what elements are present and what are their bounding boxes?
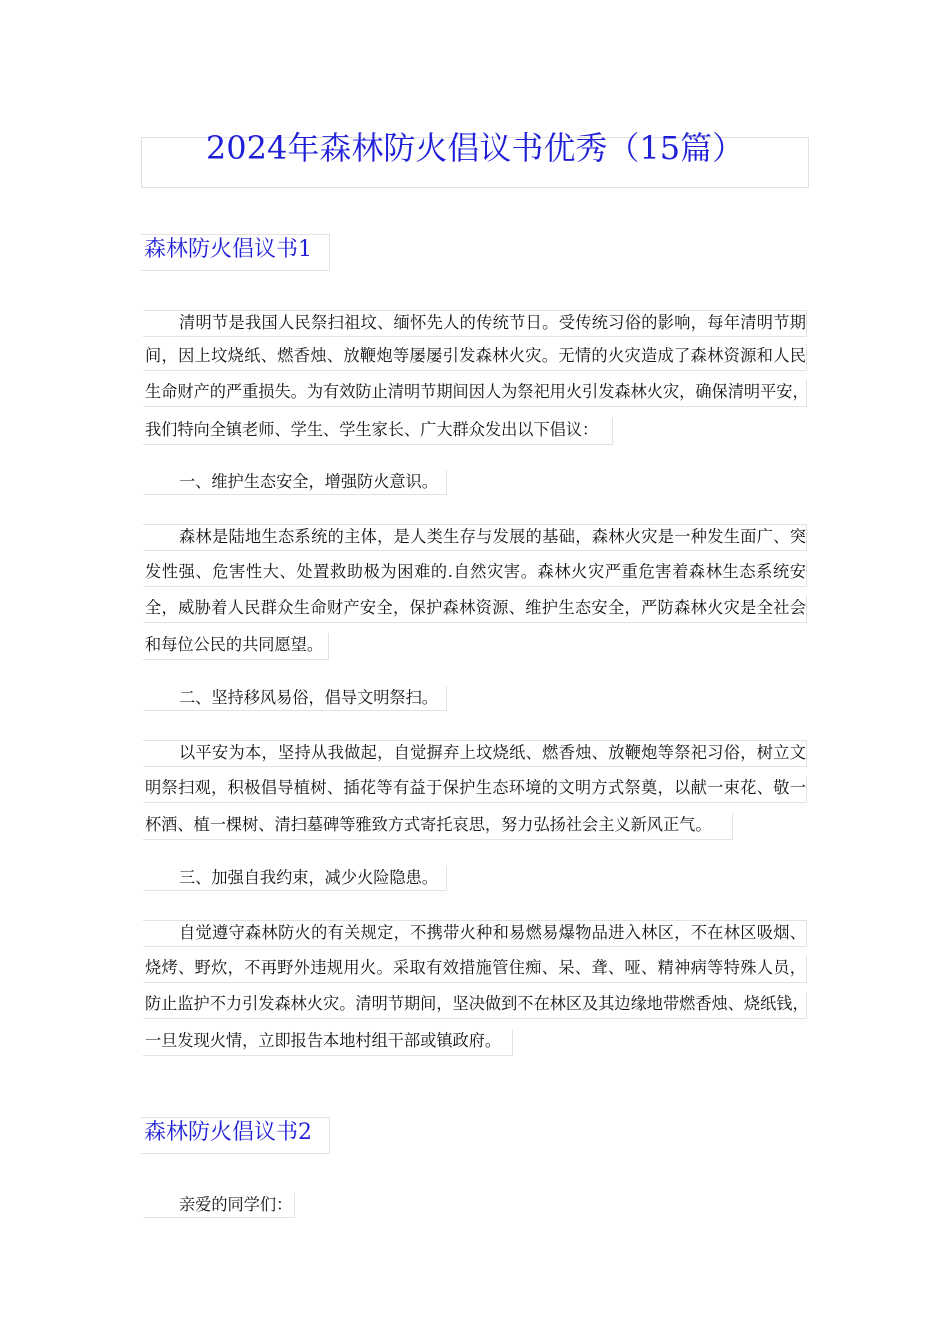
document-title — [141, 129, 809, 188]
subheading-2: 二、坚持移风易俗，倡导文明祭扫。 — [143, 686, 447, 711]
paragraph-line: 自觉遵守森林防火的有关规定，不携带火种和易燃易爆物品进入林区，不在林区吸烟、 — [143, 920, 807, 947]
subheading-1: 一、维护生态安全，增强防火意识。 — [143, 470, 447, 495]
section-heading-2: 森林防火倡议书2 — [141, 1117, 330, 1154]
subheading-3: 三、加强自我约束，减少火险隐患。 — [143, 866, 447, 891]
paragraph-line: 一旦发现火情，立即报告本地村组干部或镇政府。 — [143, 1029, 513, 1056]
paragraph-line: 森林是陆地生态系统的主体，是人类生存与发展的基础，森林火灾是一种发生面广、突 — [143, 524, 807, 551]
paragraph-line: 和每位公民的共同愿望。 — [143, 633, 329, 660]
paragraph-line: 防止监护不力引发森林火灾。清明节期间，坚决做到不在林区及其边缘地带燃香烛、烧纸钱， — [143, 992, 807, 1019]
paragraph-line: 杯酒、植一棵树、清扫墓碑等雅致方式寄托哀思，努力弘扬社会主义新风正气。 — [143, 813, 733, 840]
paragraph-line: 我们特向全镇老师、学生、学生家长、广大群众发出以下倡议： — [143, 418, 613, 445]
section-heading-1: 森林防火倡议书1 — [141, 234, 330, 271]
paragraph-line: 生命财产的严重损失。为有效防止清明节期间因人为祭祀用火引发森林火灾，确保清明平安， — [143, 380, 807, 407]
paragraph-line: 明祭扫观，积极倡导植树、插花等有益于保护生态环境的文明方式祭奠，以献一束花、敬一 — [143, 776, 807, 803]
greeting-line: 亲爱的同学们： — [143, 1193, 295, 1218]
paragraph-line: 清明节是我国人民祭扫祖坟、缅怀先人的传统节日。受传统习俗的影响，每年清明节期 — [143, 310, 807, 337]
paragraph-line: 间，因上坟烧纸、燃香烛、放鞭炮等屡屡引发森林火灾。无情的火灾造成了森林资源和人民 — [143, 344, 807, 371]
paragraph-line: 全，威胁着人民群众生命财产安全，保护森林资源、维护生态安全，严防森林火灾是全社会 — [143, 596, 807, 623]
paragraph-line: 以平安为本，坚持从我做起，自觉摒弃上坟烧纸、燃香烛、放鞭炮等祭祀习俗，树立文 — [143, 740, 807, 767]
document-title-text: 2024年森林防火倡议书优秀（15篇） — [205, 129, 745, 167]
paragraph-line: 发性强、危害性大、处置救助极为困难的.自然灾害。森林火灾严重危害着森林生态系统安 — [143, 560, 807, 587]
paragraph-line: 烧烤、野炊，不再野外违规用火。采取有效措施管住痴、呆、聋、哑、精神病等特殊人员， — [143, 956, 807, 983]
